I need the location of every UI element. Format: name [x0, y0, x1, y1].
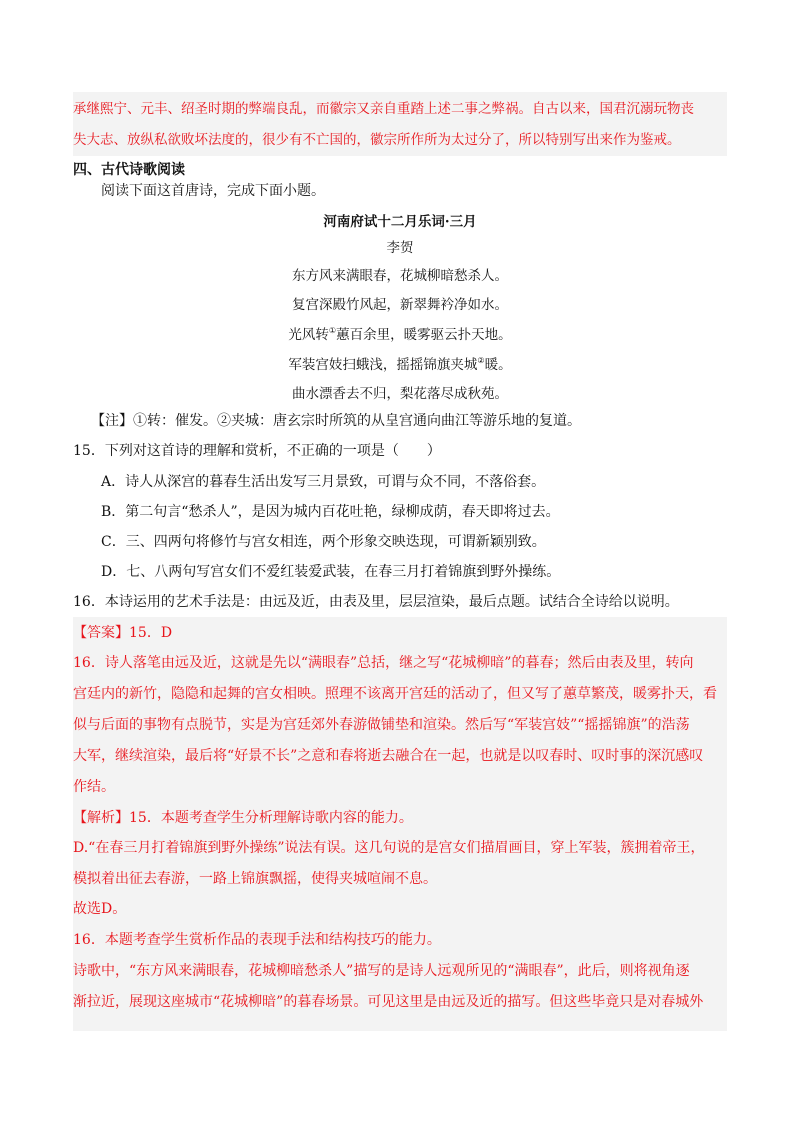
analysis-line-3: 模拟着出征去春游，一路上锦旗飘摇，使得夹城喧闹不息。 — [73, 871, 437, 887]
footnote-marker: ② — [477, 356, 485, 365]
answer-line-2: 宫廷内的新竹，隐隐和起舞的宫女相映。照理不该离开宫廷的活动了，但又写了蕙草繁茂，暖雾扑天，看 — [73, 686, 717, 702]
question-15-option-a: A．诗人从深宫的暮春生活出发写三月景致，可谓与众不同，不落俗套。 — [101, 474, 546, 490]
poem-line-4 — [0, 355, 800, 375]
poem-line-text: 曲水漂香去不归，梨花落尽成秋苑。 — [292, 386, 508, 402]
answer-line-5: 作结。 — [73, 779, 115, 795]
question-15-option-d: D．七、八两句写宫女们不爱红装爱武装，在春三月打着锦旗到野外操练。 — [101, 564, 561, 580]
poem-line-text: 光风转 — [288, 327, 329, 343]
question-16-stem: 16．本诗运用的艺术手法是：由远及近，由表及里，层层渲染，最后点题。试结合全诗给以说明。 — [73, 594, 679, 610]
answer-line-1: 16．诗人落笔由远及近，这就是先以“满眼春”总括，继之写“花城柳暗”的暮春；然后由表及里，转向 — [73, 655, 694, 671]
answer-heading: 【答案】15．D — [73, 625, 173, 641]
poem-line-1 — [0, 266, 800, 286]
poem-line-5 — [0, 384, 800, 404]
question-15-option-b: B．第二句言“愁杀人”，是因为城内百花吐艳，绿柳成荫，春天即将过去。 — [101, 504, 560, 520]
analysis-line-7: 渐拉近，展现这座城市“花城柳暗”的暮春场景。可见这里是由远及近的描写。但这些毕竟只是对春城外 — [73, 994, 704, 1010]
section-instruction: 阅读下面这首唐诗，完成下面小题。 — [101, 183, 325, 199]
analysis-line-4: 故选D。 — [73, 901, 127, 917]
poem-line-text: 蕙百余里，暖雾驱云扑天地。 — [336, 327, 512, 343]
poem-author: 李贺 — [386, 240, 414, 256]
poem-note: 【注】①转：催发。②夹城：唐玄宗时所筑的从皇宫通向曲江等游乐地的复道。 — [91, 413, 581, 429]
answer-line-3: 似与后面的事物有点脱节，实是为宫廷郊外春游做铺垫和渲染。然后写“军装宫妓”“摇摇锦旗”的浩荡 — [73, 717, 690, 733]
poem-line-text: 东方风来满眼春，花城柳暗愁杀人。 — [292, 268, 508, 284]
poem-line-2 — [0, 295, 800, 315]
top-explanation-line-1: 承继熙宁、元丰、绍圣时期的弊端良乱，而徽宗又亲自重踏上述二事之弊祸。自古以来，国君沉溺玩物丧 — [73, 101, 694, 117]
analysis-line-2: D.“在春三月打着锦旗到野外操练”说法有误。这几句说的是宫女们描眉画目，穿上军装，簇拥着帝王， — [73, 840, 705, 856]
top-explanation-line-2: 失大志、放纵私欲败坏法度的，很少有不亡国的，徽宗所作所为太过分了，所以特别写出来作为鉴戒。 — [73, 132, 681, 148]
answer-line-4: 大军，继续渲染，最后将“好景不长”之意和春将逝去融合在一起，也就是以叹春时、叹时事的深沉感叹 — [73, 748, 704, 764]
poem-line-text: 暖。 — [484, 357, 512, 373]
analysis-line-1: 【解析】15．本题考查学生分析理解诗歌内容的能力。 — [73, 810, 413, 826]
poem-title: 河南府试十二月乐词·三月 — [323, 214, 477, 230]
analysis-line-5: 16．本题考查学生赏析作品的表现手法和结构技巧的能力。 — [73, 932, 441, 948]
question-15-option-c: C．三、四两句将修竹与宫女相连，两个形象交映迭现，可谓新颖别致。 — [101, 534, 546, 550]
question-15-stem: 15．下列对这首诗的理解和赏析，不正确的一项是（ ） — [73, 443, 441, 459]
footnote-marker: ① — [328, 326, 337, 335]
poem-line-text: 复宫深殿竹风起，新翠舞衿净如水。 — [292, 297, 508, 313]
analysis-line-6: 诗歌中，“东方风来满眼春，花城柳暗愁杀人”描写的是诗人远观所见的“满眼春”，此后，则将视角逐 — [73, 963, 690, 979]
section-heading: 四、古代诗歌阅读 — [73, 162, 185, 178]
poem-line-3 — [0, 325, 800, 345]
poem-line-text: 军装宫妓扫蛾浅，摇摇锦旗夹城 — [288, 357, 478, 373]
